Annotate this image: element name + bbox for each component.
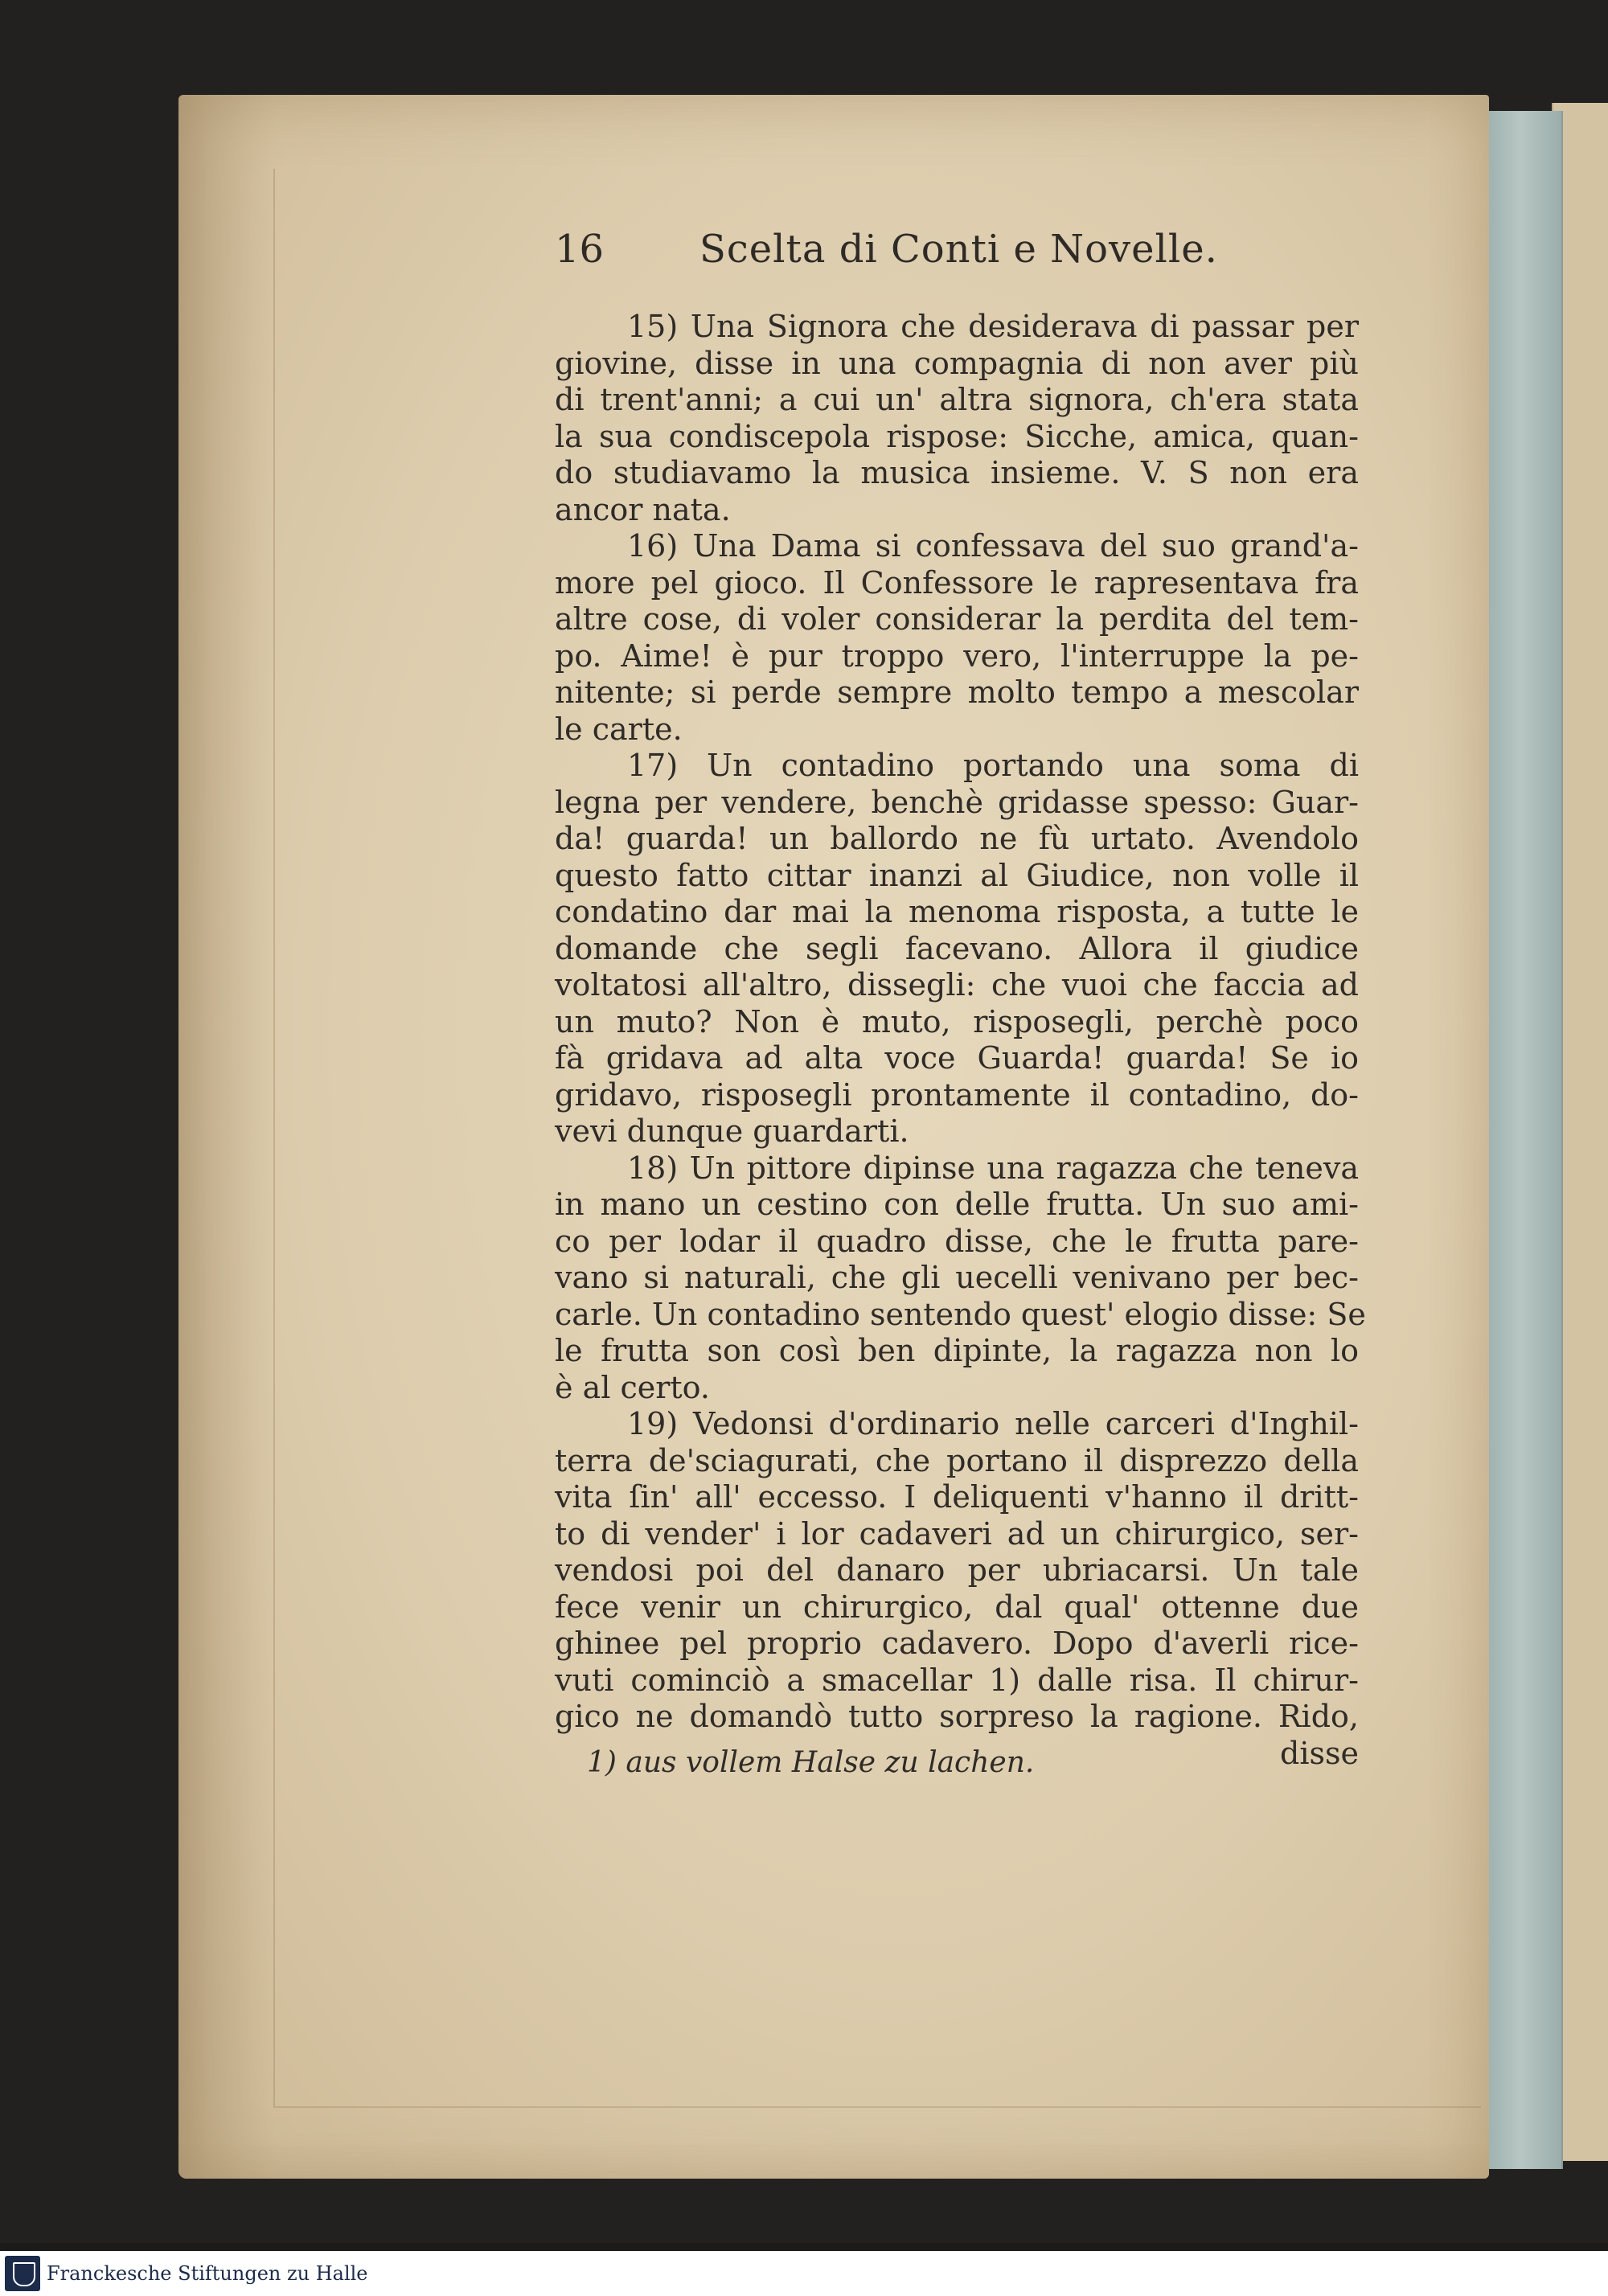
text-line: to di vender' i lor cadaveri ad un chirurgico, ser- — [555, 1515, 1359, 1552]
text-line: gico ne domandò tutto sorpreso la ragione. Rido, — [555, 1699, 1359, 1734]
text-line: vuti cominciò a smacellar 1) dalle risa. Il chirur- — [555, 1662, 1359, 1698]
text-line: do studiavamo la musica insieme. V. S non era — [555, 455, 1359, 490]
text-line: vano si naturali, che gli uecelli venivano per bec- — [555, 1260, 1359, 1295]
blue-cover-edge — [1486, 111, 1563, 2169]
text-line: more pel gioco. Il Confessore le rapresentava fra — [555, 564, 1359, 601]
body-text — [555, 309, 1366, 1772]
text-line: ancor nata. — [555, 491, 731, 527]
text-line: ghinee pel proprio cadavero. Dopo d'averli rice- — [555, 1626, 1359, 1661]
text-line: 15) Una Signora che desiderava di passar per — [627, 309, 1359, 344]
text-line: altre cose, di voler considerar la perdita del tem- — [555, 601, 1359, 637]
text-line: disse — [1280, 1735, 1359, 1771]
text-line: voltatosi all'altro, dissegli: che vuoi che faccia ad — [555, 967, 1359, 1002]
text-line: 18) Un pittore dipinse una ragazza che teneva — [627, 1150, 1359, 1186]
text-line: le frutta son così ben dipinte, la ragazza non lo — [555, 1333, 1359, 1368]
text-line: fece venir un chirurgico, dal qual' ottenne due — [555, 1589, 1359, 1625]
institution-logo-icon — [5, 2256, 40, 2291]
text-line: po. Aime! è pur troppo vero, l'interruppe la pe- — [555, 638, 1359, 674]
text-line: terra de'sciagurati, che portano il disprezzo della — [555, 1442, 1359, 1478]
text-line: vendosi poi del danaro per ubriacarsi. Un tale — [555, 1552, 1359, 1588]
text-line: da! guarda! un ballordo ne fù urtato. Avendolo — [555, 821, 1359, 856]
text-line: vevi dunque guardarti. — [555, 1113, 909, 1149]
text-line: nitente; si perde sempre molto tempo a mescolar — [555, 674, 1359, 710]
text-line: domande che segli facevano. Allora il giudice — [555, 930, 1359, 966]
text-line: legna per vendere, benchè gridasse spesso: Guar- — [555, 784, 1359, 820]
text-line: 19) Vedonsi d'ordinario nelle carceri d'Inghil- — [627, 1406, 1359, 1441]
running-title: Scelta di Conti e Novelle. — [699, 227, 1218, 272]
text-line: vita ſin' all' eccesso. I deliquenti v'hanno il dritt- — [555, 1479, 1359, 1515]
text-line: giovine, disse in una compagnia di non aver più — [555, 345, 1359, 381]
text-line: di trent'anni; a cui un' altra signora, ch'era stata — [555, 382, 1359, 417]
text-line: condatino dar mai la menoma risposta, a tutte le — [555, 894, 1359, 929]
footer-bar — [0, 2251, 1608, 2296]
text-line: un muto? Non è muto, risposegli, perchè poco — [555, 1003, 1359, 1039]
page-number: 16 — [555, 227, 605, 272]
text-line: in mano un cestino con delle frutta. Un suo ami- — [555, 1187, 1359, 1222]
footnote: 1) aus vollem Halse zu lachen. — [587, 1746, 1035, 1779]
page-fold-shadow — [178, 95, 275, 2179]
text-line: fà gridava ad alta voce Guarda! guarda! Se io — [555, 1040, 1359, 1076]
text-line: co per lodar il quadro disse, che le frutta pare- — [555, 1223, 1359, 1259]
text-line: 16) Una Dama si confessava del suo grand'a- — [627, 528, 1359, 564]
text-line: carle. Un contadino sentendo quest' elogio disse: Se — [555, 1296, 1366, 1332]
running-header — [555, 227, 1359, 283]
text-line: gridavo, risposegli prontamente il contadino, do- — [555, 1076, 1359, 1113]
text-line: le carte. — [555, 711, 683, 747]
text-line: la sua condiscepola rispose: Sicche, amica, quan- — [555, 418, 1359, 454]
text-line: questo fatto cittar inanzi al Giudice, non volle il — [555, 857, 1359, 893]
text-line: 17) Un contadino portando una soma di — [627, 748, 1359, 783]
text-line: è al certo. — [555, 1369, 710, 1405]
institution-name: Franckesche Stiftungen zu Halle — [47, 2262, 368, 2285]
